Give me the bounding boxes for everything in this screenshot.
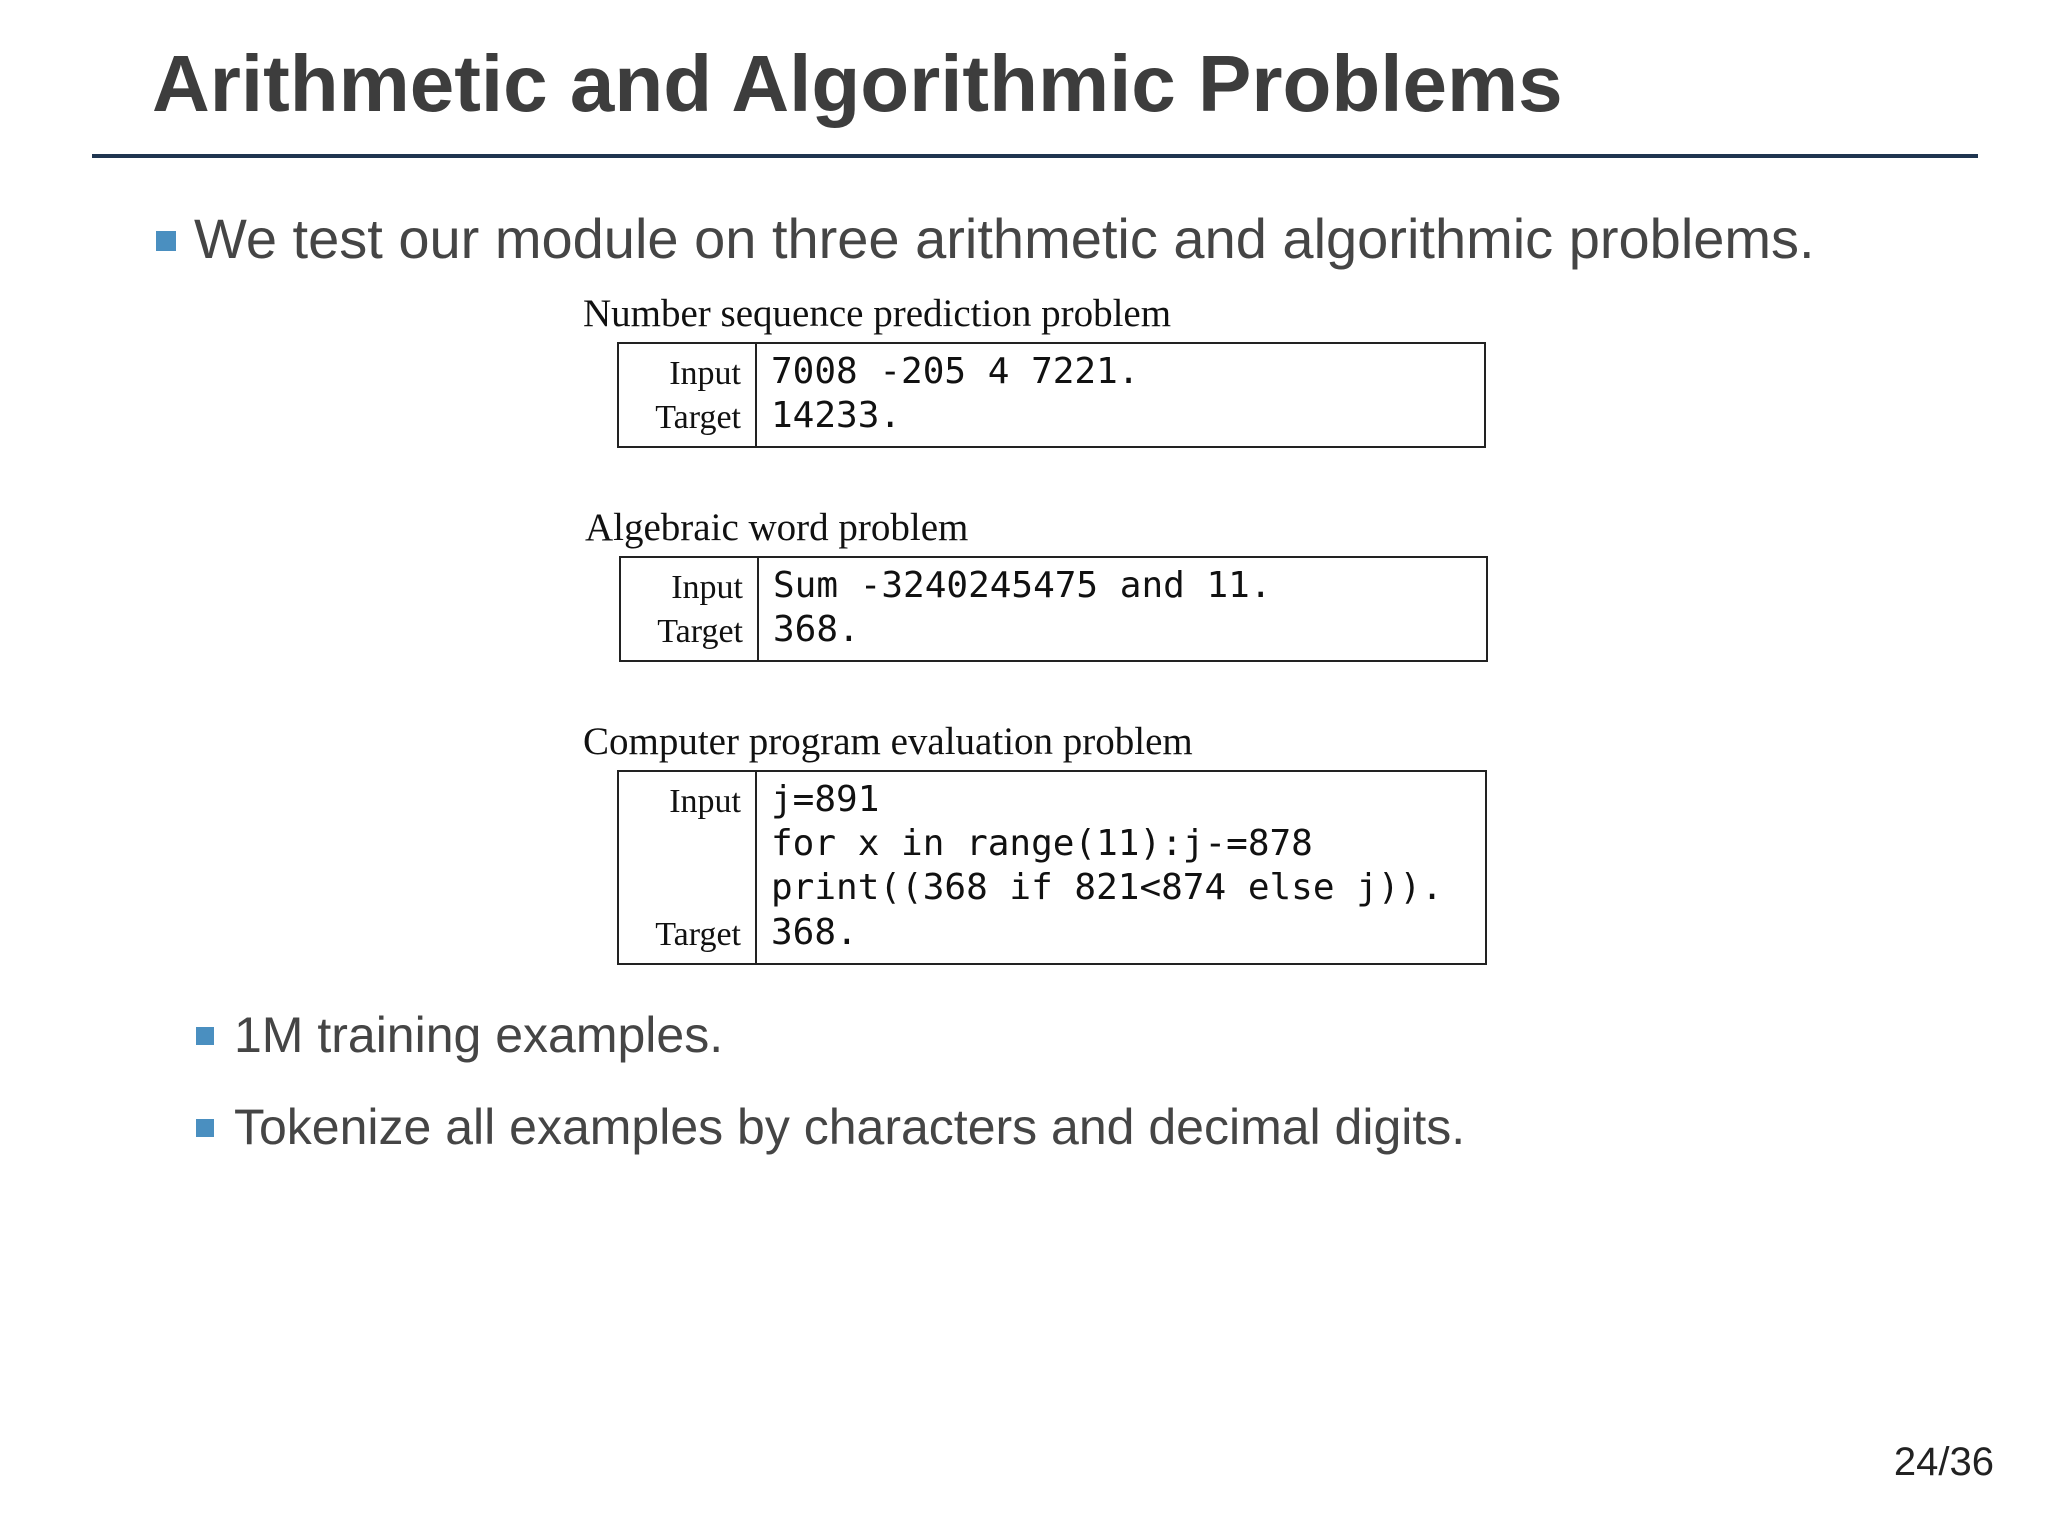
- label-column: [621, 558, 759, 660]
- title-divider: [92, 154, 1978, 158]
- problem-caption-number-sequence: Number sequence prediction problem: [583, 292, 1172, 335]
- target-label: Target: [657, 613, 743, 650]
- problem-caption-algebraic-word: Algebraic word problem: [585, 506, 969, 549]
- target-value: 368.: [771, 912, 858, 953]
- input-value: Sum -3240245475 and 11.: [773, 565, 1272, 606]
- target-label: Target: [655, 916, 741, 953]
- target-value: 368.: [773, 609, 860, 650]
- problem-table-algebraic-word: [619, 556, 1488, 662]
- sub-bullet-text: 1M training examples.: [234, 1007, 724, 1063]
- problem-caption-program-evaluation: Computer program evaluation problem: [583, 720, 1193, 763]
- sub-bullet: [196, 1096, 1465, 1158]
- label-column: [619, 344, 757, 446]
- input-code-line: print((368 if 821<874 else j)).: [771, 867, 1443, 908]
- input-label: Input: [669, 355, 741, 392]
- input-label: Input: [671, 569, 743, 606]
- input-code-line: j=891: [771, 779, 880, 820]
- input-code-line: for x in range(11):j-=878: [771, 823, 1313, 864]
- problem-table-number-sequence: [617, 342, 1486, 448]
- sub-bullet-text: Tokenize all examples by characters and decimal digits.: [234, 1099, 1466, 1155]
- target-label: Target: [655, 399, 741, 436]
- input-label: Input: [669, 783, 741, 820]
- square-bullet-icon: [156, 231, 176, 251]
- input-value: 7008 -205 4 7221.: [771, 351, 1140, 392]
- main-bullet: [156, 204, 1815, 274]
- sub-bullet: [196, 1004, 723, 1066]
- slide-title: Arithmetic and Algorithmic Problems: [152, 39, 1563, 128]
- square-bullet-icon: [196, 1119, 214, 1137]
- main-bullet-text: We test our module on three arithmetic and algorithmic problems.: [194, 207, 1815, 270]
- label-column: [619, 772, 757, 963]
- problem-table-program-evaluation: [617, 770, 1487, 965]
- square-bullet-icon: [196, 1027, 214, 1045]
- target-value: 14233.: [771, 395, 902, 436]
- page-number: 24/36: [1893, 1440, 1994, 1484]
